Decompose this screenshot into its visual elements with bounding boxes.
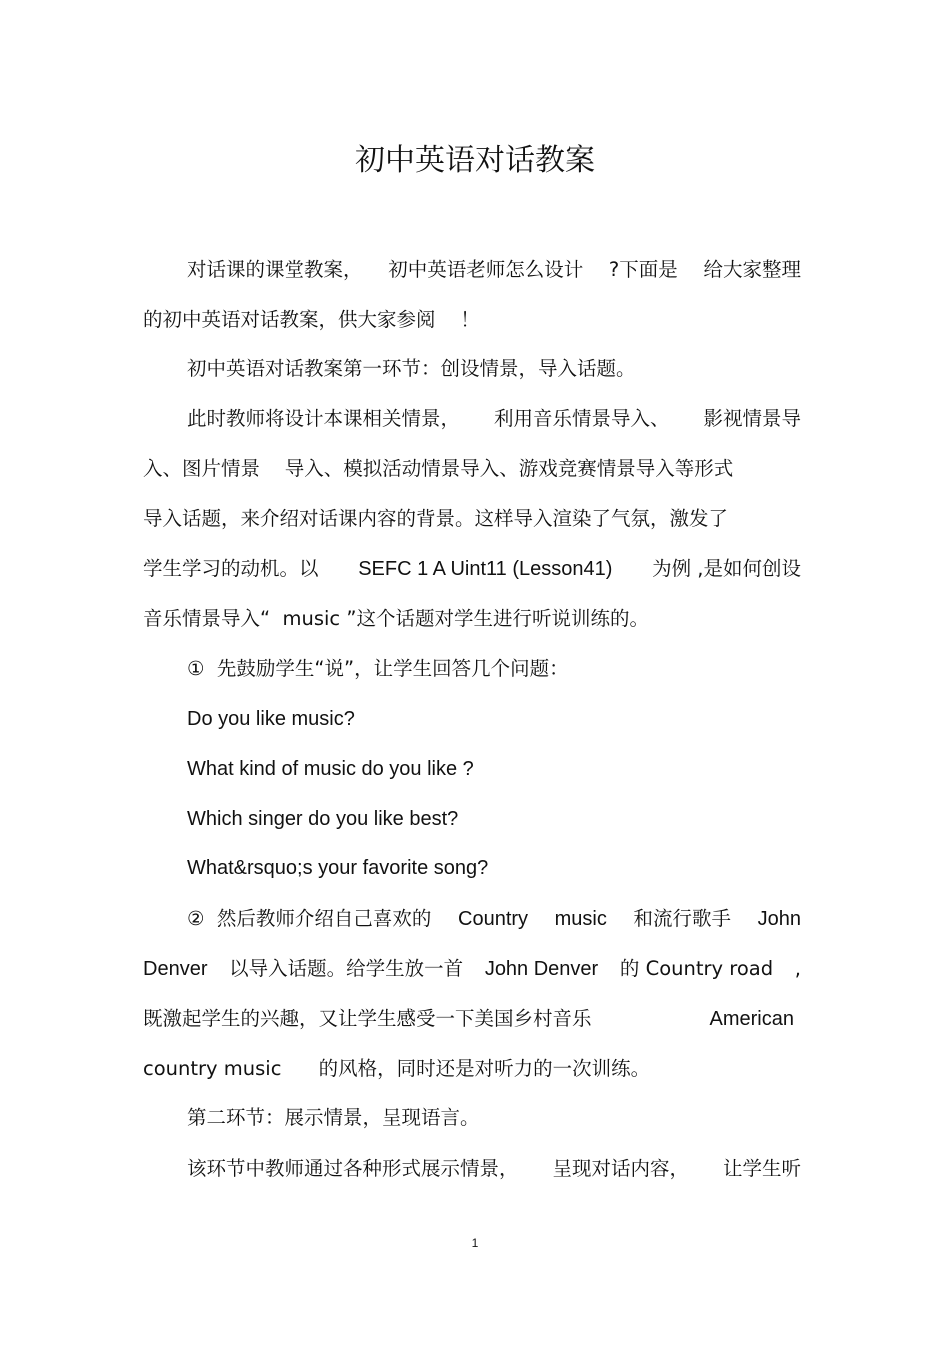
paragraph-5-line-2 <box>143 955 801 983</box>
paragraph-3-line-3: 导入话题，来介绍对话课内容的背景。这样导入渲染了气氛，激发了 <box>143 507 729 530</box>
text-segment: 影视情景导 <box>703 407 801 430</box>
text-segment: John <box>757 908 801 930</box>
text-segment: 利用音乐情景导入、 <box>493 407 670 430</box>
paragraph-5-line-4: country music 的风格，同时还是对听力的一次训练。 <box>143 1057 651 1080</box>
text-segment: 和流行歌手 <box>633 907 731 930</box>
text-segment: 此时教师将设计本课相关情景， <box>187 407 461 430</box>
paragraph-3-line-2: 入、图片情景 导入、模拟活动情景导入、游戏竞赛情景导入等形式 <box>143 457 734 480</box>
page-number: 1 <box>471 1236 479 1250</box>
paragraph-5-line-3 <box>143 1005 794 1033</box>
text-segment: American <box>709 1008 794 1030</box>
paragraph-5-line-1 <box>187 905 801 933</box>
text-segment: 既激起学生的兴趣，又让学生感受一下美国乡村音乐 <box>143 1007 592 1030</box>
text-segment: John Denver <box>484 958 599 980</box>
paragraph-3-line-5: 音乐情景导入“ music ”这个话题对学生进行听说训练的。 <box>143 607 649 630</box>
text-segment: 学生学习的动机。以 <box>143 557 319 580</box>
text-segment: 让学生听 <box>722 1157 801 1180</box>
text-segment: Country <box>458 908 529 930</box>
text-segment: 该环节中教师通过各种形式展示情景， <box>187 1157 519 1180</box>
text-segment: SEFC 1 A Uint11 (Lesson41) <box>358 558 613 580</box>
question-4: What&rsquo;s your favorite song? <box>187 857 489 879</box>
paragraph-3-line-1 <box>187 405 801 433</box>
step-1-text: ① 先鼓励学生“说”，让学生回答几个问题： <box>187 657 569 680</box>
text-segment: 呈现对话内容， <box>552 1157 689 1180</box>
text-segment: 初中英语老师怎么设计 <box>388 258 584 281</box>
text-segment: ② 然后教师介绍自己喜欢的 <box>187 907 432 930</box>
text-segment: Denver <box>143 958 208 980</box>
text-segment: 为例 ,是如何创设 <box>652 557 801 580</box>
text-segment: 给大家整理 <box>703 258 801 281</box>
text-segment: 对话课的课堂教案， <box>187 258 363 281</box>
document-title: 初中英语对话教案 <box>355 143 595 178</box>
text-segment: ?下面是 <box>608 258 678 281</box>
text-segment: , <box>794 957 801 980</box>
paragraph-1-line-1 <box>187 256 801 284</box>
text-segment: 的 Country road <box>619 957 774 980</box>
question-1: Do you like music? <box>187 708 355 730</box>
section-heading-1: 初中英语对话教案第一环节：创设情景，导入话题。 <box>187 357 636 380</box>
text-segment: 以导入话题。给学生放一首 <box>229 957 464 980</box>
section-heading-2: 第二环节：展示情景，呈现语言。 <box>187 1106 480 1129</box>
paragraph-3-line-4 <box>143 555 801 583</box>
paragraph-1-line-2: 的初中英语对话教案，供大家参阅 ！ <box>143 308 480 331</box>
text-segment: music <box>554 908 607 930</box>
question-2: What kind of music do you like ? <box>187 758 474 780</box>
paragraph-7-line-1 <box>187 1155 801 1183</box>
question-3: Which singer do you like best? <box>187 808 459 830</box>
